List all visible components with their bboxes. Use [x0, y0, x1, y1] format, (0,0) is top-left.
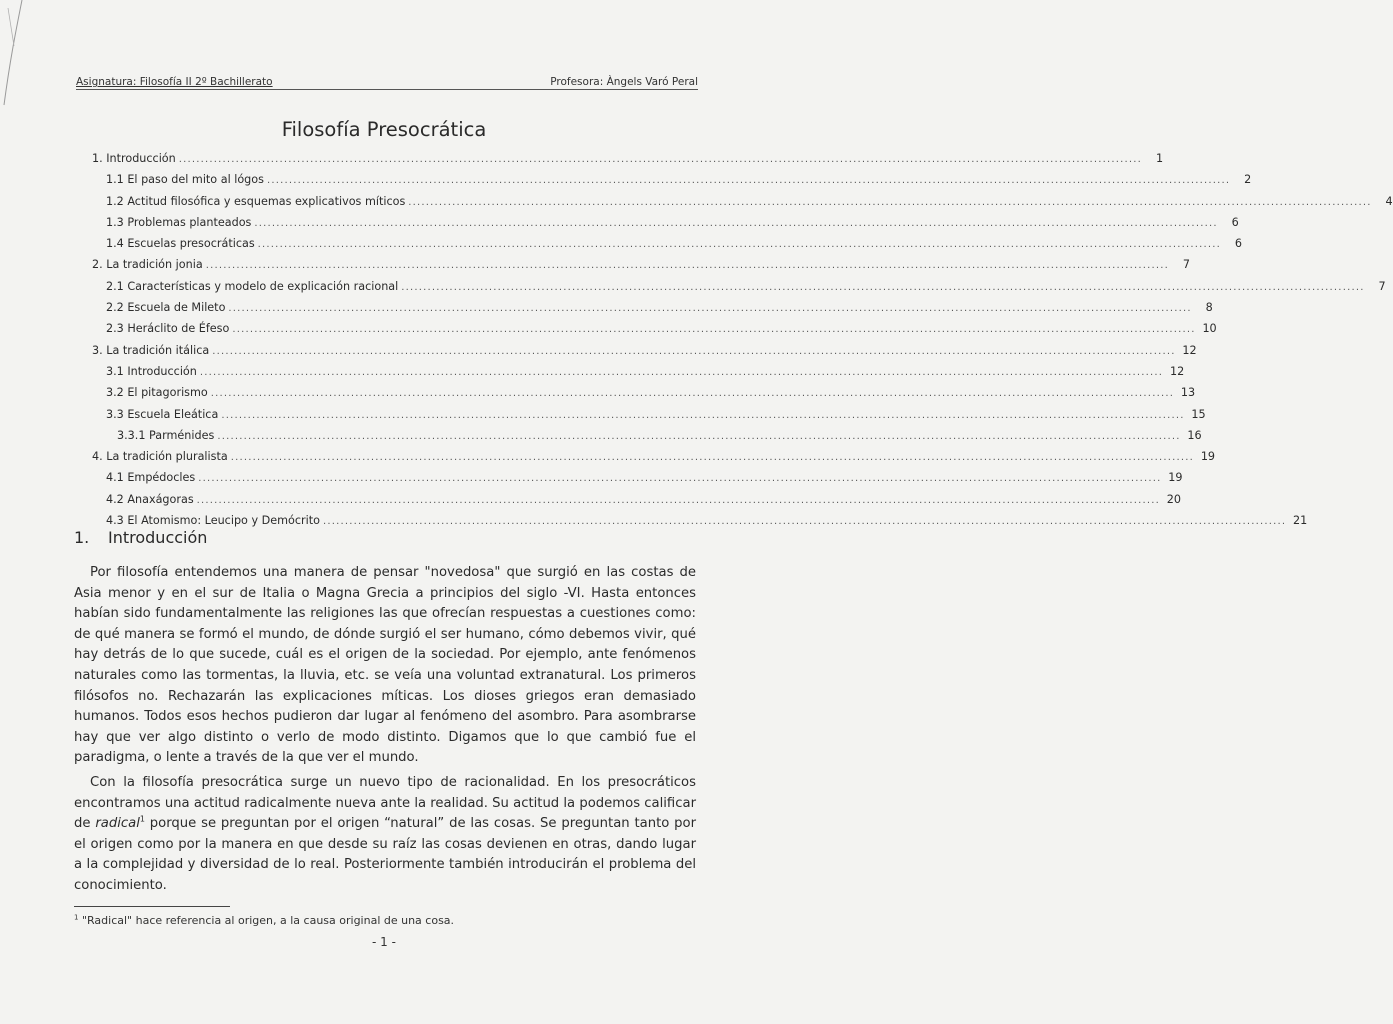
- toc-entry-page: 2: [1244, 173, 1252, 187]
- toc-entry-page: 7: [1182, 258, 1191, 272]
- toc-entry-label: 2.2 Escuela de Mileto: [106, 301, 226, 315]
- toc-entry-page: 15: [1191, 407, 1206, 421]
- toc-leader-dots: ............................................................................................................................................................................................................................: [230, 452, 1195, 464]
- toc-leader-dots: ............................................................................................................................................................................................................................: [232, 324, 1196, 336]
- toc-leader-dots: ............................................................................................................................................................................................................................: [254, 217, 1218, 229]
- toc-entry-page: 6: [1231, 215, 1239, 229]
- toc-entry-label: 1. Introducción: [92, 152, 176, 165]
- toc-entry-label: 4.1 Empédocles: [106, 471, 196, 485]
- toc-leader-dots: ............................................................................................................................................................................................................................: [196, 494, 1160, 506]
- toc-entry: [92, 450, 1216, 471]
- toc-entry-label: 3. La tradición itálica: [92, 343, 210, 357]
- toc-entry: [92, 301, 1213, 322]
- toc-entry-page: 16: [1187, 428, 1202, 442]
- toc-entry-label: 4.3 El Atomismo: Leucipo y Demócrito: [106, 514, 320, 528]
- paragraph-2-before: Con la filosofía presocrática surge un nuevo tipo de racionalidad. En los presocráticos encontramos una actitud radicalmente nueva ante la realidad. Su actitud la podemos calificar de: [74, 775, 696, 832]
- toc-entry: [92, 492, 1181, 514]
- footnote-divider: [74, 906, 230, 907]
- toc-entry-label: 1.3 Problemas planteados: [106, 215, 252, 229]
- toc-entry-page: 21: [1293, 514, 1308, 528]
- toc-leader-dots: ............................................................................................................................................................................................................................: [266, 175, 1231, 187]
- paragraph-2: [74, 773, 696, 897]
- toc-entry-page: 20: [1166, 492, 1181, 506]
- toc-entry-page: 6: [1234, 237, 1242, 251]
- section-heading: [74, 528, 207, 547]
- toc-entry-label: 1.4 Escuelas presocráticas: [106, 237, 255, 251]
- paragraph-2-after: porque se preguntan por el origen “natural” de las cosas. Se preguntan tanto por el origen como por la manera en que desde su raíz las cosas devienen en otras, dando lugar a la complejidad y diversidad de lo real. Posteriormente también introducirán el problema del conocimiento.: [74, 816, 697, 893]
- toc-entry-page: 8: [1205, 301, 1213, 315]
- toc-leader-dots: ............................................................................................................................................................................................................................: [198, 473, 1162, 485]
- toc-leader-dots: ............................................................................................................................................................................................................................: [210, 388, 1175, 400]
- toc-entry-label: 3.3.1 Parménides: [117, 428, 215, 442]
- toc-entry-page: 1: [1155, 152, 1164, 165]
- table-of-contents: [92, 152, 1393, 535]
- toc-entry: [92, 237, 1242, 258]
- toc-entry-page: 12: [1169, 364, 1185, 378]
- toc-entry: [92, 322, 1217, 343]
- header-teacher: Profesora: Àngels Varó Peral: [550, 76, 698, 88]
- toc-entry: [92, 194, 1393, 216]
- toc-entry-label: 3.3 Escuela Eleática: [106, 407, 219, 421]
- toc-entry: [92, 471, 1183, 492]
- page-number: - 1 -: [372, 935, 396, 949]
- toc-entry-page: 13: [1180, 386, 1196, 400]
- footnote-text: "Radical" hace referencia al origen, a la causa original de una cosa.: [78, 914, 455, 927]
- toc-entry: [92, 386, 1196, 407]
- toc-entry: [92, 407, 1206, 429]
- footnote-marker: 1: [74, 913, 79, 922]
- toc-entry: [92, 364, 1185, 386]
- toc-entry: [92, 152, 1164, 173]
- toc-entry: [92, 343, 1197, 365]
- footnote-ref: 1: [139, 814, 145, 824]
- toc-leader-dots: ............................................................................................................................................................................................................................: [408, 196, 1372, 208]
- toc-entry-label: 1.2 Actitud filosófica y esquemas explicativos míticos: [106, 194, 406, 208]
- toc-entry-label: 2.1 Características y modelo de explicación racional: [106, 279, 399, 293]
- toc-entry: [92, 173, 1252, 194]
- document-title: Filosofía Presocrática: [281, 118, 487, 141]
- toc-leader-dots: ............................................................................................................................................................................................................................: [401, 281, 1365, 293]
- toc-leader-dots: ............................................................................................................................................................................................................................: [221, 409, 1185, 421]
- paragraph-2-italic: radical: [95, 816, 140, 832]
- footnote: [74, 914, 454, 927]
- toc-entry-label: 4.2 Anaxágoras: [106, 492, 194, 506]
- toc-entry: [92, 258, 1191, 279]
- toc-entry-label: 2.3 Heráclito de Éfeso: [106, 322, 230, 336]
- paragraph-1-text: Por filosofía entendemos una manera de pensar "novedosa" que surgió en las costas de Asia menor y en el sur de Italia o Magna Grecia a principios del siglo -VI. Hasta entonces habían sido fundamentalmente las religiones las que ofrecían respuestas a cuestiones como: de qué manera se formó el mundo, de dónde surgió el ser humano, cómo debemos vivir, qué hay detrás de lo que sucede, cuál es el origen de la sociedad. Por ejemplo, ante fenómenos naturales como las tormentas, la lluvia, etc. se veía una voluntad extranatural. Los primeros filósofos no. Rechazarán las explicaciones míticas. Los dioses griegos eran demasiado humanos. Todos esos hechos pudieron dar lugar al fenómeno del asombro. Para asombrarse hay que ver algo distinto o verlo de modo distinto. Digamos que lo que cambió fue el paradigma, o lente a través de la que ver el mundo.: [74, 565, 696, 766]
- toc-leader-dots: ............................................................................................................................................................................................................................: [199, 366, 1164, 378]
- toc-entry: [92, 279, 1386, 301]
- toc-leader-dots: ............................................................................................................................................................................................................................: [212, 345, 1176, 357]
- toc-leader-dots: ............................................................................................................................................................................................................................: [205, 260, 1170, 272]
- toc-entry: [92, 428, 1202, 450]
- toc-entry-label: 3.1 Introducción: [106, 364, 197, 378]
- scan-edge-mark: [0, 0, 40, 110]
- toc-entry-label: 2. La tradición jonia: [92, 258, 203, 272]
- toc-leader-dots: ............................................................................................................................................................................................................................: [217, 430, 1181, 442]
- toc-leader-dots: ............................................................................................................................................................................................................................: [322, 516, 1287, 528]
- toc-entry-page: 19: [1168, 471, 1183, 485]
- toc-entry: [92, 215, 1239, 237]
- toc-entry-page: 12: [1182, 343, 1197, 357]
- toc-entry-page: 10: [1202, 322, 1217, 336]
- toc-entry-page: 4: [1385, 194, 1393, 208]
- toc-entry-label: 3.2 El pitagorismo: [106, 386, 208, 400]
- toc-entry-label: 1.1 El paso del mito al lógos: [106, 173, 264, 187]
- toc-leader-dots: ............................................................................................................................................................................................................................: [257, 239, 1221, 251]
- toc-leader-dots: ............................................................................................................................................................................................................................: [228, 303, 1192, 315]
- header-subject: Asignatura: Filosofía II 2º Bachillerato: [76, 76, 273, 88]
- toc-entry-page: 7: [1378, 279, 1386, 293]
- toc-leader-dots: ............................................................................................................................................................................................................................: [178, 154, 1143, 165]
- page-header: [76, 76, 698, 90]
- paragraph-1: [74, 563, 696, 769]
- section-number: 1.: [74, 528, 90, 547]
- section-title: Introducción: [108, 528, 208, 547]
- toc-entry-page: 19: [1200, 450, 1216, 464]
- toc-entry-label: 4. La tradición pluralista: [92, 450, 228, 464]
